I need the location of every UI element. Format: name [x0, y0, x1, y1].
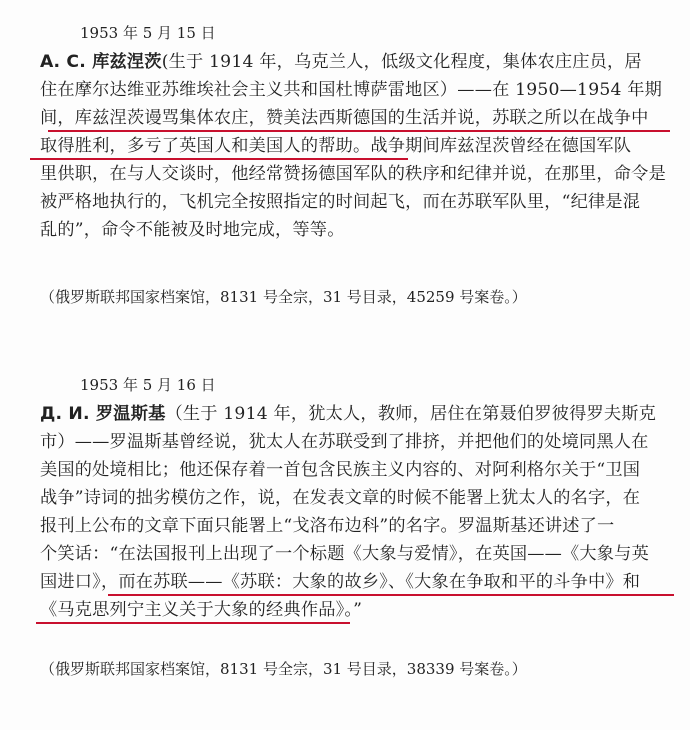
paragraph-line: 取得胜利，多亏了英国人和美国人的帮助。战争期间库兹涅茨曾经在德国军队 — [40, 136, 632, 156]
highlight-underline — [30, 158, 408, 160]
entry-date: 1953 年 5 月 15 日 — [80, 24, 216, 42]
paragraph-line: 里供职，在与人交谈时，他经常赞扬德国军队的秩序和纪律并说，在那里，命令是 — [40, 164, 666, 184]
entry-date: 1953 年 5 月 16 日 — [80, 376, 216, 394]
paragraph-line: 《马克思列宁主义关于大象的经典作品》。” — [40, 600, 363, 620]
paragraph-line: 个笑话：“在法国报刊上出现了一个标题《大象与爱情》，在英国——《大象与英 — [40, 544, 649, 564]
person-name: А. С. 库兹涅茨 — [40, 52, 162, 72]
paragraph-line: 间，库兹涅茨谩骂集体农庄，赞美法西斯德国的生活并说，苏联之所以在战争中 — [40, 108, 649, 128]
highlight-underline — [48, 130, 670, 132]
highlight-underline — [36, 622, 350, 624]
paragraph-line: 住在摩尔达维亚苏维埃社会主义共和国杜博萨雷地区）——在 1950—1954 年期 — [40, 80, 663, 100]
archive-source: （俄罗斯联邦国家档案馆，8131 号全宗，31 号目录，38339 号案卷。） — [40, 660, 527, 678]
paragraph-line: 乱的”，命令不能被及时地完成，等等。 — [40, 220, 345, 240]
paragraph-line: 被严格地执行的，飞机完全按照指定的时间起飞，而在苏联军队里，“纪律是混 — [40, 192, 641, 212]
paragraph-line: Д. И. 罗温斯基（生于 1914 年，犹太人，教师，居住在第聂伯罗彼得罗夫斯克 — [40, 404, 657, 424]
paragraph-line: А. С. 库兹涅茨(生于 1914 年，乌克兰人，低级文化程度，集体农庄庄员，居 — [40, 52, 642, 72]
paragraph-line: 报刊上公布的文章下面只能署上“戈洛布边科”的名字。罗温斯基还讲述了一 — [40, 516, 615, 536]
paragraph-line: 美国的处境相比；他还保存着一首包含民族主义内容的、对阿利格尔关于“卫国 — [40, 460, 641, 480]
paragraph-line: 战争”诗词的拙劣模仿之作，说，在发表文章的时候不能署上犹太人的名字，在 — [40, 488, 641, 508]
paragraph-line: 市）——罗温斯基曾经说，犹太人在苏联受到了排挤，并把他们的处境同黑人在 — [40, 432, 649, 452]
paragraph-line: 国进口》，而在苏联——《苏联：大象的故乡》、《大象在争取和平的斗争中》和 — [40, 572, 641, 592]
person-name: Д. И. 罗温斯基 — [40, 404, 166, 424]
archive-source: （俄罗斯联邦国家档案馆，8131 号全宗，31 号目录，45259 号案卷。） — [40, 288, 527, 306]
highlight-underline — [108, 594, 674, 596]
